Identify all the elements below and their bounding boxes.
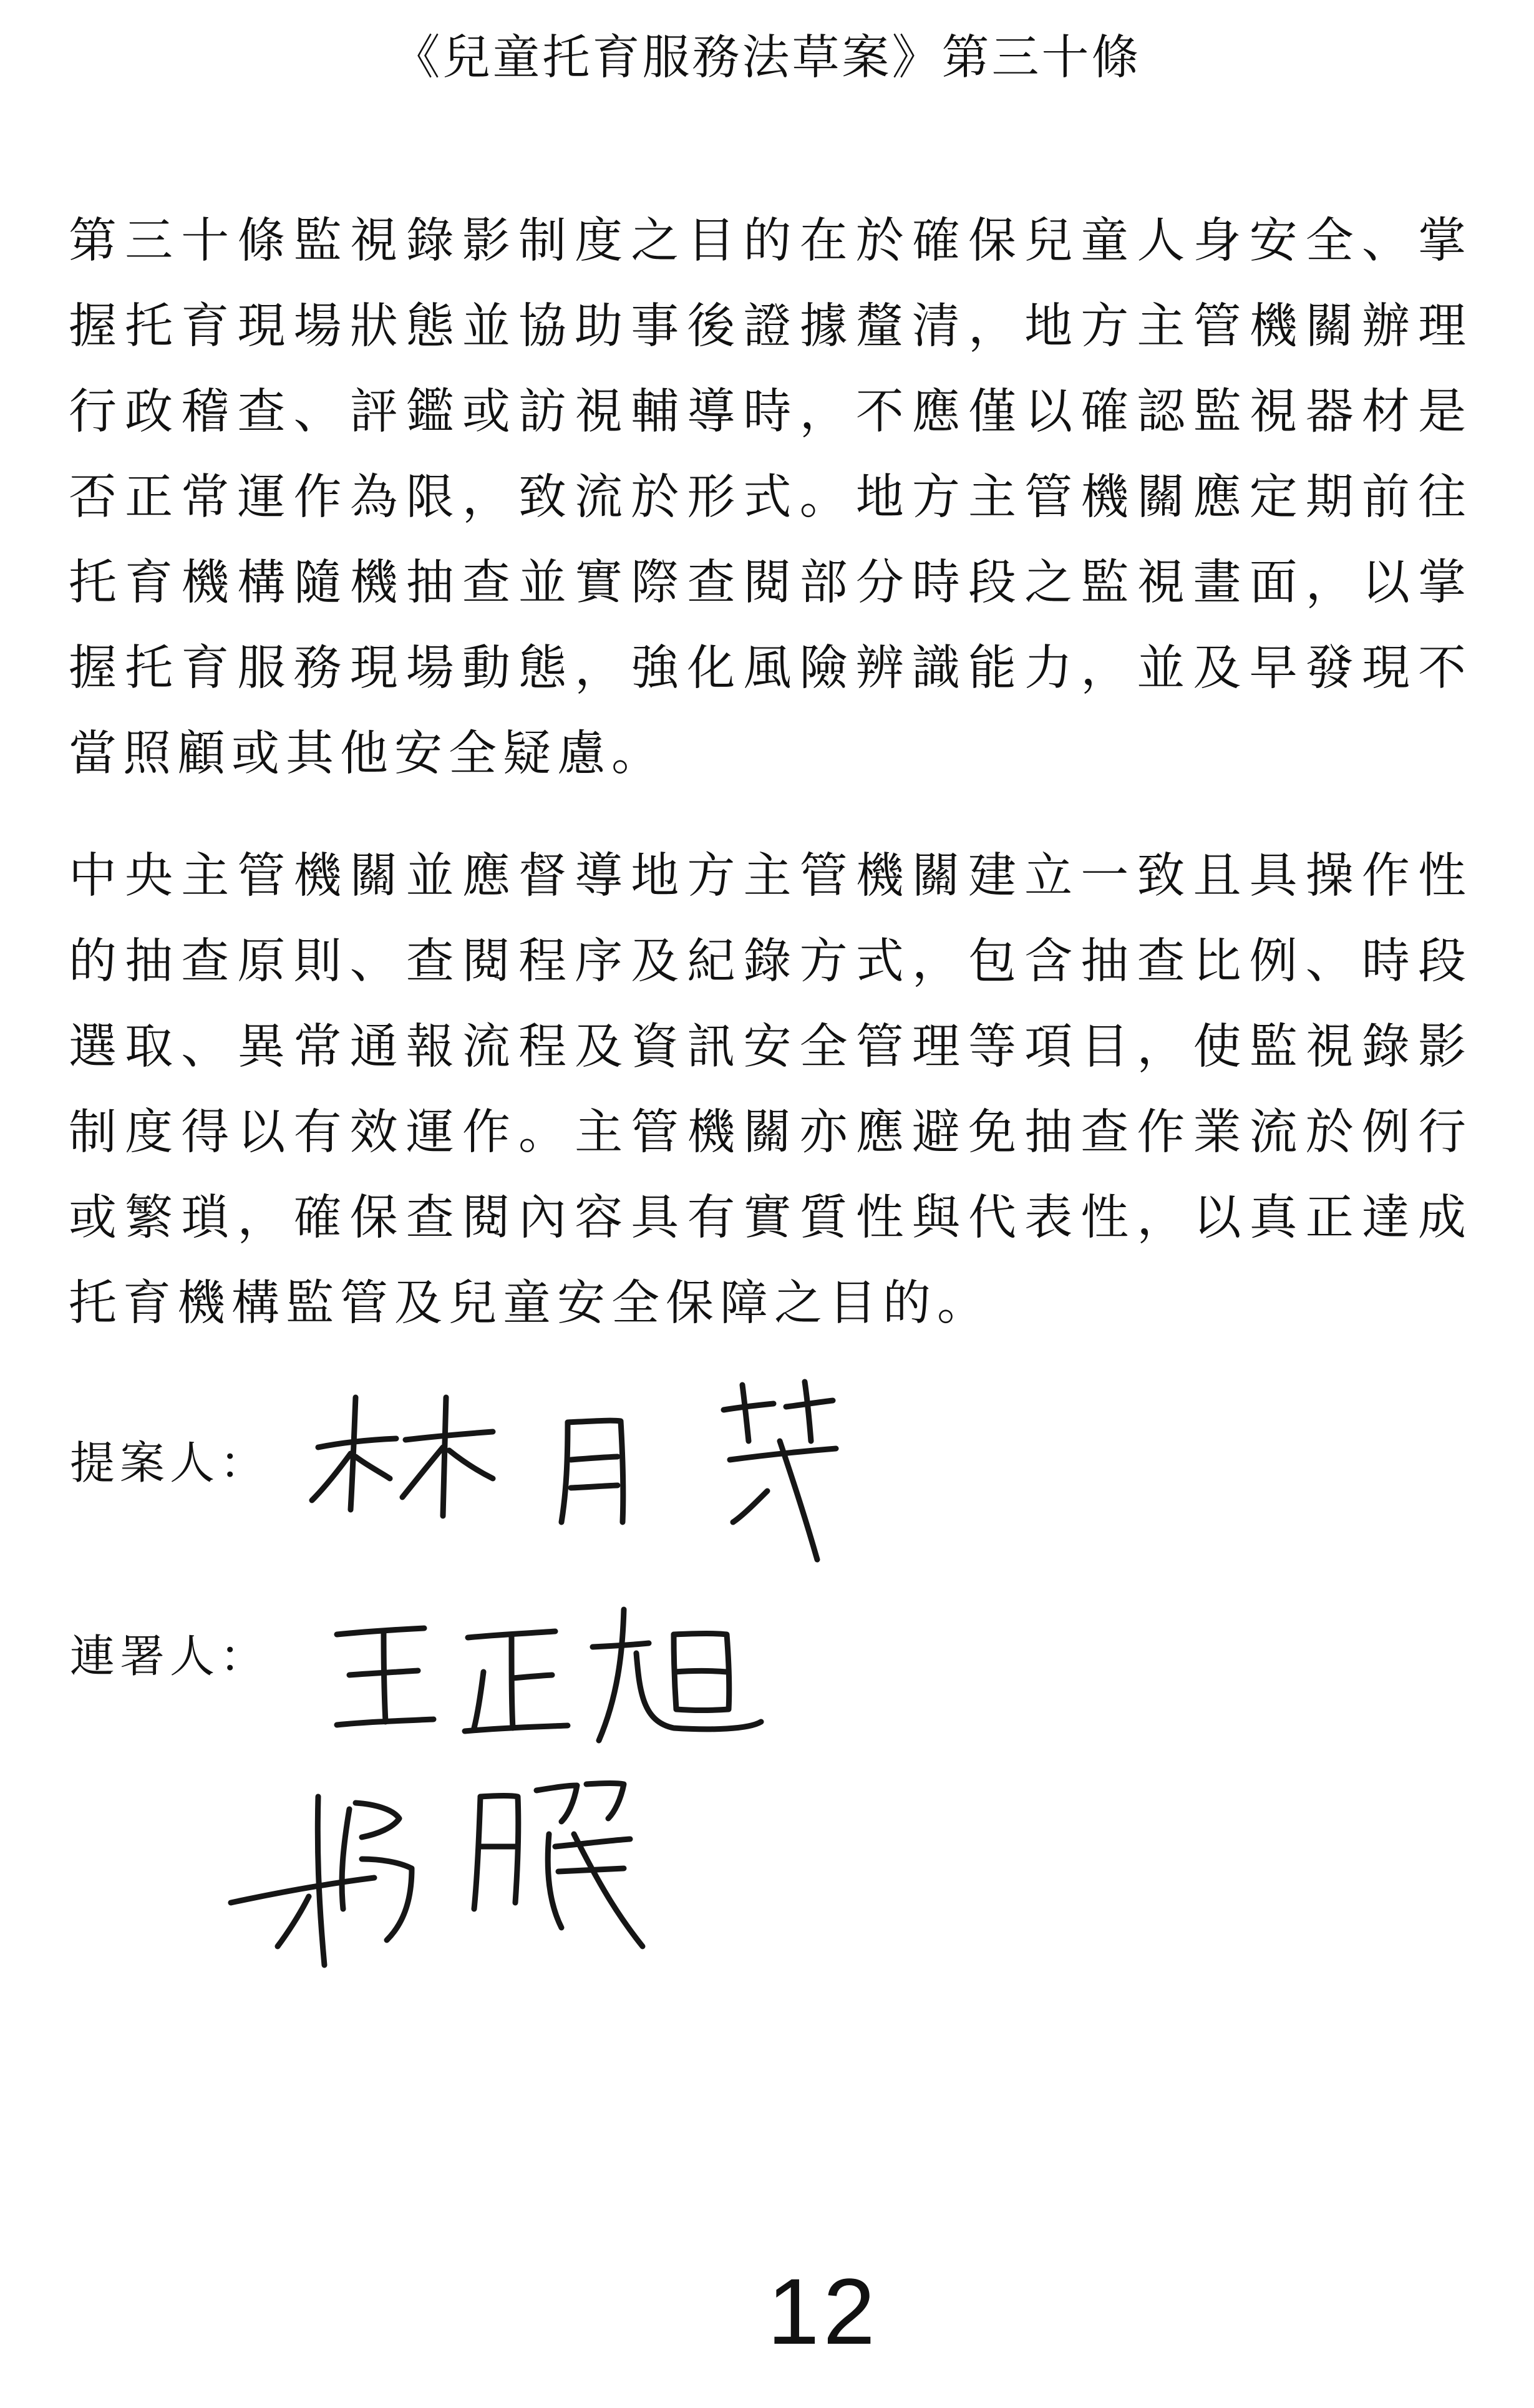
page-title: 《兒童托育服務法草案》第三十條 [392,29,1142,85]
proposer-signature [293,1372,867,1578]
paragraph-2: 中央主管機關並應督導地方主管機關建立一致且具操作性的抽查原則、查閱程序及紀錄方式，包含抽查比例、時段選取、異常通報流程及資訊安全管理等項目，使監視錄影制度得以有效運作。主管機關亦應避免抽查作業流於例行或繁瑣，確保查閱內容具有實質性與代表性，以真正達成托育機構監管及兒童安全保障之目的。 [69,848,1472,1331]
proposer-label: 提案人： [70,1437,270,1489]
cosigner-signature-1 [324,1597,774,1759]
cosigner-label: 連署人： [70,1630,270,1682]
paragraph-1: 第三十條監視錄影制度之目的在於確保兒童人身安全、掌握托育現場狀態並協助事後證據釐清，地方主管機關辦理行政稽查、評鑑或訪視輔導時，不應僅以確認監視器材是否正常運作為限，致流於形式。地方主管機關應定期前往托育機構隨機抽查並實際查閱部分時段之監視畫面，以掌握托育服務現場動態，強化風險辨識能力，並及早發現不當照顧或其他安全疑慮。 [69,213,1472,782]
page-number: 12 [767,2259,879,2364]
cosigner-signature-2 [225,1759,649,1984]
